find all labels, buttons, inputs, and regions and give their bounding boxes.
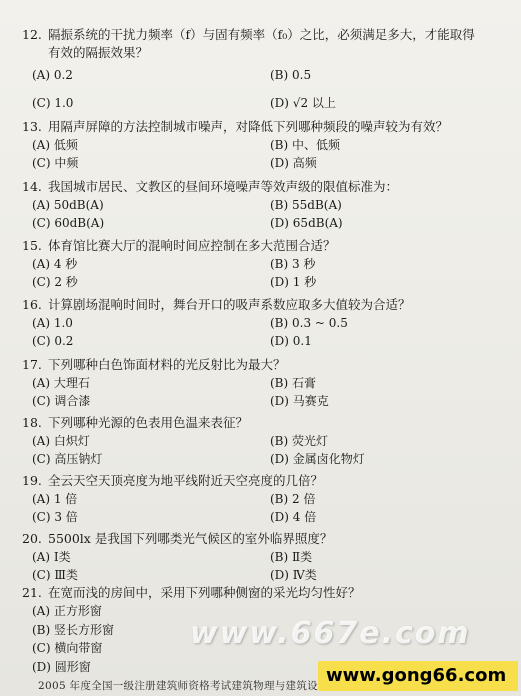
question-stem: 19. 全云天空天顶亮度为地平线附近天空亮度的几倍？ bbox=[22, 473, 324, 488]
option-b: (B) 0.5 bbox=[270, 68, 312, 82]
page-footer: 2005 年度全国一级注册建筑师资格考试建筑物理与建筑设 bbox=[38, 680, 318, 692]
watermark-667e: www.667e.com bbox=[190, 616, 471, 651]
option-d: (D) 高频 bbox=[270, 156, 317, 170]
option-b: (B) 石膏 bbox=[270, 376, 316, 390]
question-stem: 13. 用隔声屏障的方法控制城市噪声，对降低下列哪种频段的噪声较为有效？ bbox=[22, 119, 449, 134]
option-a: (A) 50dB(A) bbox=[32, 198, 104, 212]
watermark-gong66: www.gong66.com bbox=[318, 661, 518, 691]
question-19 bbox=[22, 472, 502, 526]
option-c: (C) 0.2 bbox=[32, 334, 74, 348]
option-c: (C) 3 倍 bbox=[32, 510, 78, 524]
option-c: (C) 中频 bbox=[32, 156, 79, 170]
option-b: (B) 竖长方形窗 bbox=[32, 622, 114, 637]
question-14 bbox=[22, 178, 502, 232]
option-c: (C) 60dB(A) bbox=[32, 216, 105, 230]
option-d: (D) 圆形窗 bbox=[32, 659, 91, 674]
option-d: (D) √2 以上 bbox=[270, 96, 336, 110]
question-stem: 17. 下列哪种白色饰面材料的光反射比为最大？ bbox=[22, 357, 286, 372]
option-d: (D) 1 秒 bbox=[270, 275, 317, 289]
question-20 bbox=[22, 530, 502, 584]
option-b: (B) 中、低频 bbox=[270, 138, 340, 152]
option-a: (A) 大理石 bbox=[32, 376, 90, 390]
option-a: (A) 低频 bbox=[32, 138, 78, 152]
option-b: (B) 荧光灯 bbox=[270, 434, 328, 448]
question-12 bbox=[22, 26, 502, 112]
option-a: (A) Ⅰ类 bbox=[32, 550, 71, 564]
option-a: (A) 4 秒 bbox=[32, 257, 78, 271]
question-17 bbox=[22, 356, 502, 410]
option-c: (C) 1.0 bbox=[32, 96, 74, 110]
question-15 bbox=[22, 237, 502, 291]
question-stem: 16. 计算剧场混响时间时，舞台开口的吸声系数应取多大值较为合适？ bbox=[22, 297, 411, 312]
option-d: (D) 马赛克 bbox=[270, 394, 329, 408]
question-stem-continued: 有效的隔振效果？ bbox=[48, 45, 149, 60]
option-b: (B) Ⅱ类 bbox=[270, 550, 313, 564]
question-13 bbox=[22, 118, 502, 172]
option-c: (C) 横向带窗 bbox=[32, 641, 103, 655]
question-stem: 12. 隔振系统的干扰力频率（f）与固有频率（f₀）之比，必须满足多大，才能取得 bbox=[22, 27, 475, 42]
option-d: (D) 65dB(A) bbox=[270, 216, 343, 230]
option-b: (B) 3 秒 bbox=[270, 257, 316, 271]
option-c: (C) Ⅲ类 bbox=[32, 568, 78, 582]
option-c: (C) 高压钠灯 bbox=[32, 452, 103, 466]
question-stem: 21. 在宽而浅的房间中，采用下列哪种侧窗的采光均匀性好？ bbox=[22, 585, 361, 600]
option-b: (B) 55dB(A) bbox=[270, 198, 342, 212]
question-18 bbox=[22, 414, 502, 468]
option-a: (A) 正方形窗 bbox=[32, 604, 102, 618]
question-stem: 18. 下列哪种光源的色表用色温来表征？ bbox=[22, 415, 249, 430]
option-c: (C) 2 秒 bbox=[32, 275, 78, 289]
option-a: (A) 0.2 bbox=[32, 68, 73, 82]
option-d: (D) Ⅳ类 bbox=[270, 568, 317, 582]
question-stem: 20. 5500lx 是我国下列哪类光气候区的室外临界照度？ bbox=[22, 531, 333, 546]
question-stem: 14. 我国城市居民、文教区的昼间环境噪声等效声级的限值标准为： bbox=[22, 179, 399, 194]
option-a: (A) 1.0 bbox=[32, 316, 73, 330]
option-c: (C) 调合漆 bbox=[32, 394, 91, 408]
option-a: (A) 1 倍 bbox=[32, 492, 78, 506]
option-b: (B) 2 倍 bbox=[270, 492, 316, 506]
option-a: (A) 白炽灯 bbox=[32, 434, 90, 448]
question-16 bbox=[22, 296, 502, 350]
option-d: (D) 0.1 bbox=[270, 334, 312, 348]
option-d: (D) 金属卤化物灯 bbox=[270, 452, 365, 466]
option-d: (D) 4 倍 bbox=[270, 510, 317, 524]
option-b: (B) 0.3 ~ 0.5 bbox=[270, 316, 348, 330]
question-stem: 15. 体育馆比赛大厅的混响时间应控制在多大范围合适？ bbox=[22, 238, 336, 253]
